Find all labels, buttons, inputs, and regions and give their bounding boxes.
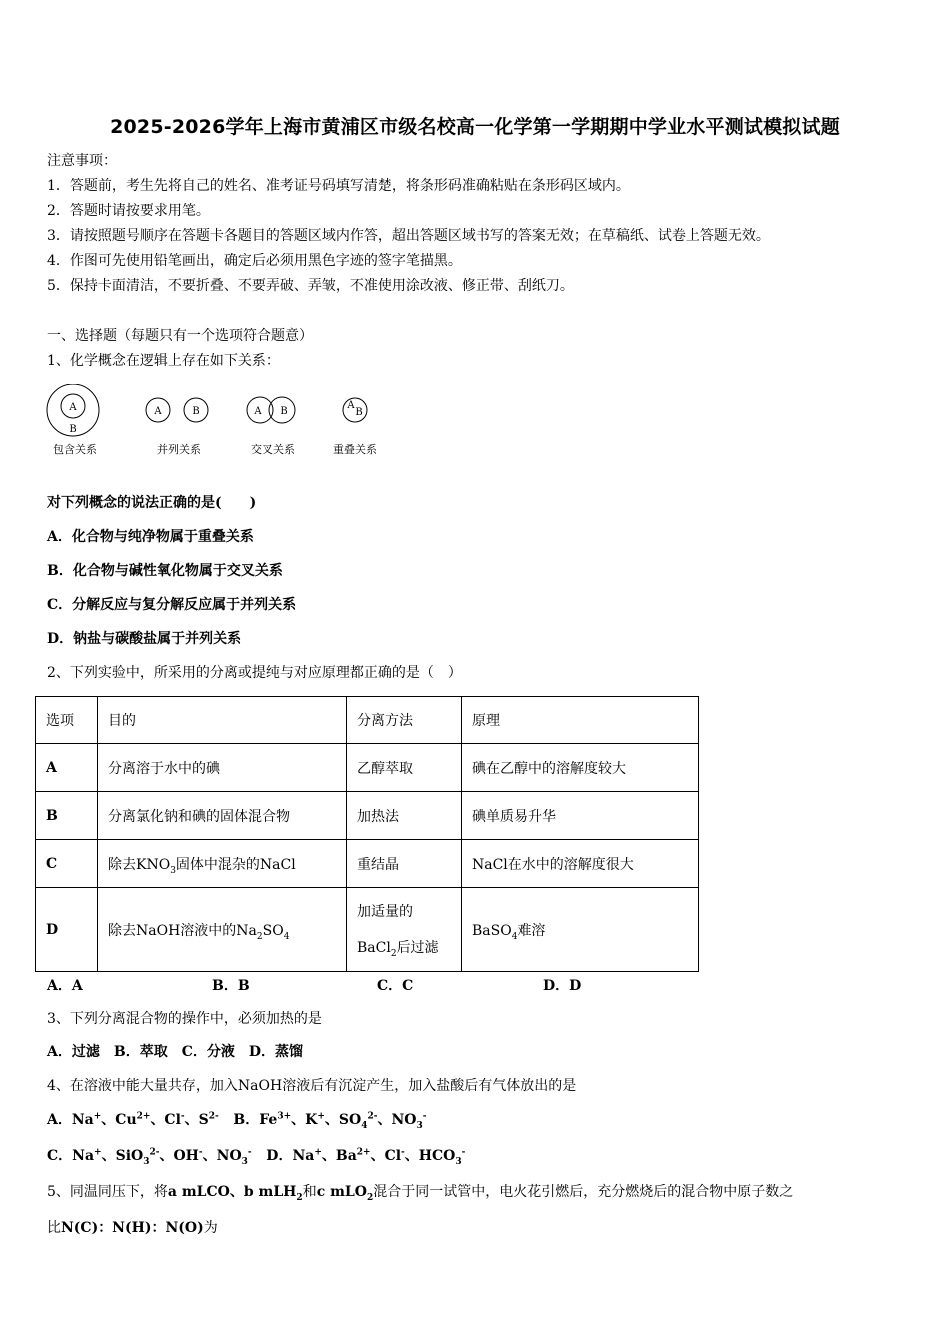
notice-item-1: 1．答题前，考生先将自己的姓名、准考证号码填写清楚，将条形码准确粘贴在条形码区域内。 — [47, 178, 630, 194]
q3-stem: 3、下列分离混合物的操作中，必须加热的是 — [47, 1011, 322, 1027]
row-principle: 碘在乙醇中的溶解度较大 — [462, 744, 699, 792]
label-a: A — [347, 400, 355, 411]
section-heading: 一、选择题（每题只有一个选项符合题意） — [47, 328, 313, 344]
label-a: A — [254, 406, 262, 417]
parallel-label: 并列关系 — [157, 443, 201, 456]
page-title: 2025-2026学年上海市黄浦区市级名校高一化学第一学期期中学业水平测试模拟试题 — [110, 116, 840, 138]
q1-stem: 1、化学概念在逻辑上存在如下关系： — [47, 353, 280, 369]
row-method: 重结晶 — [347, 840, 462, 888]
row-method: 乙醇萃取 — [347, 744, 462, 792]
row-option: A — [36, 744, 98, 792]
header-method: 分离方法 — [347, 697, 462, 744]
label-a: A — [154, 406, 162, 417]
row-goal: 分离溶于水中的碘 — [98, 744, 347, 792]
row-goal: 除去$KNO_3$固体中混杂的NaCl — [98, 840, 347, 888]
row-method: 加热法 — [347, 792, 462, 840]
q1-option-b: B．化合物与碱性氧化物属于交叉关系 — [47, 563, 283, 579]
q3-options: A．过滤 B．萃取 C．分液 D．蒸馏 — [47, 1044, 303, 1060]
q2-answer-d: D．D — [543, 978, 582, 994]
notice-item-2: 2．答题时请按要求用笔。 — [47, 203, 210, 219]
row-option: B — [36, 792, 98, 840]
q1-question: 对下列概念的说法正确的是( ) — [47, 495, 257, 511]
row-option: D — [36, 888, 98, 972]
row-option: C — [36, 840, 98, 888]
notice-heading: 注意事项： — [47, 153, 117, 169]
table-header-row — [36, 697, 699, 744]
q2-answer-b: B．B — [212, 978, 250, 994]
q4-options-cd: C．Na+、SiO$_3^{2-}$、OH-、$NO_3^-$ D．Na+、$Ba^{2+}$、Cl-、$HCO_3^-$ — [47, 1147, 466, 1167]
intersection-diagram — [247, 397, 295, 456]
intersection-label: 交叉关系 — [251, 443, 295, 456]
row-principle: NaCl在水中的溶解度很大 — [462, 840, 699, 888]
notice-item-4: 4．作图可先使用铅笔画出，确定后必须用黑色字迹的签字笔描黑。 — [47, 253, 462, 269]
q1-option-d: D．钠盐与碳酸盐属于并列关系 — [47, 631, 242, 647]
q4-options-ab: A．Na+、$Cu^{2+}$、Cl-、$S^{2-}$ B．$Fe^{3+}$、K+、$SO_4^{2-}$、$NO_3^-$ — [47, 1111, 427, 1131]
inclusion-diagram — [47, 384, 99, 456]
label-b: B — [69, 424, 77, 435]
q4-stem: 4、在溶液中能大量共存，加入NaOH溶液后有沉淀产生，加入盐酸后有气体放出的是 — [47, 1078, 577, 1094]
row-goal: 分离氯化钠和碘的固体混合物 — [98, 792, 347, 840]
header-option: 选项 — [36, 697, 98, 744]
q2-answer-a: A．A — [47, 978, 83, 994]
notice-item-3: 3．请按照题号顺序在答题卡各题目的答题区域内作答，超出答题区域书写的答案无效；在草稿纸、试卷上答题无效。 — [47, 228, 770, 244]
table-row — [36, 888, 699, 972]
parallel-diagram — [146, 398, 208, 456]
table-row — [36, 792, 699, 840]
row-principle: BaSO$_4$难溶 — [462, 888, 699, 972]
header-goal: 目的 — [98, 697, 347, 744]
relation-diagram — [45, 384, 405, 464]
row-principle: 碘单质易升华 — [462, 792, 699, 840]
overlap-diagram — [333, 398, 377, 456]
q5-stem-line1: 5、同温同压下，将a mLCO、b mLH$_2$和c mLO$_2$混合于同一试管中，电火花引燃后，充分燃烧后的混合物中原子数之 — [47, 1184, 794, 1203]
inclusion-label: 包含关系 — [53, 443, 97, 456]
label-b: B — [280, 406, 288, 417]
q2-stem: 2、下列实验中，所采用的分离或提纯与对应原理都正确的是（ ） — [47, 665, 462, 681]
overlap-label: 重叠关系 — [333, 443, 377, 456]
q2-table — [35, 696, 699, 972]
label-a: A — [69, 402, 77, 413]
label-b: B — [355, 407, 363, 418]
header-principle: 原理 — [462, 697, 699, 744]
q1-option-c: C．分解反应与复分解反应属于并列关系 — [47, 597, 297, 613]
q1-option-a: A．化合物与纯净物属于重叠关系 — [47, 529, 254, 545]
q5-stem-line2: 比N(C)：N(H)：N(O)为 — [47, 1220, 218, 1236]
row-method: 加适量的 BaCl$_2$后过滤 — [347, 888, 462, 972]
row-goal: 除去NaOH溶液中的$Na_2SO_4$ — [98, 888, 347, 972]
table-row — [36, 840, 699, 888]
table-row — [36, 744, 699, 792]
label-b: B — [192, 406, 200, 417]
q2-answer-c: C．C — [377, 978, 414, 994]
notice-item-5: 5．保持卡面清洁，不要折叠、不要弄破、弄皱，不准使用涂改液、修正带、刮纸刀。 — [47, 278, 574, 294]
